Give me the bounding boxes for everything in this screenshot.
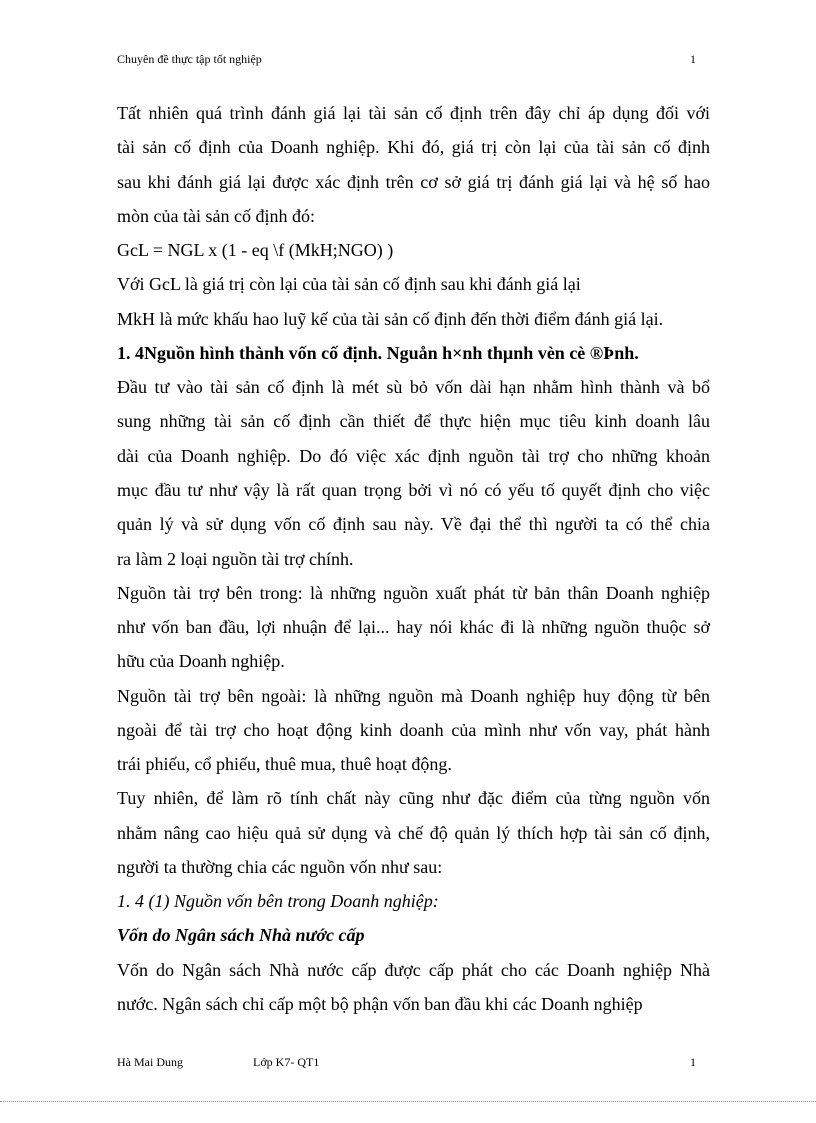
paragraph-line: như vốn ban đầu, lợi nhuận để lại... hay nói khác đi là những nguồn thuộc sở (117, 617, 710, 638)
paragraph-line: nhằm nâng cao hiệu quả sử dụng và chế độ quản lý thích hợp tài sản cố định, (117, 822, 710, 843)
paragraph-line: tài sản cố định của Doanh nghiệp. Khi đó, giá trị còn lại của tài sản cố định (117, 137, 710, 158)
section-heading: 1. 4Nguồn hình thành vốn cố định. Nguån h×nh thµnh vèn cè ®Þnh. (117, 342, 639, 363)
page-break-divider (0, 1101, 816, 1102)
paragraph-line: sau khi đánh giá lại được xác định trên cơ sở giá trị đánh giá lại và hệ số hao (117, 171, 710, 192)
paragraph-line: sung những tài sản cố định cần thiết để thực hiện mục tiêu kinh doanh lâu (117, 411, 710, 432)
paragraph-line: ngoài để tài trợ cho hoạt động kinh doanh của mình như vốn vay, phát hành (117, 719, 710, 740)
subsection-title: Vốn do Ngân sách Nhà nước cấp (117, 925, 365, 946)
paragraph-line: dài của Doanh nghiệp. Do đó việc xác định nguồn tài trợ cho những khoản (117, 445, 710, 466)
paragraph-line: Tuy nhiên, để làm rõ tính chất này cũng như đặc điểm của từng nguồn vốn (117, 788, 710, 809)
subsection-heading: 1. 4 (1) Nguồn vốn bên trong Doanh nghiệp: (117, 891, 439, 912)
paragraph-line: Tất nhiên quá trình đánh giá lại tài sản cố định trên đây chỉ áp dụng đối với (117, 103, 710, 123)
paragraph-line: nước. Ngân sách chỉ cấp một bộ phận vốn ban đầu khi các Doanh nghiệp (117, 994, 643, 1015)
paragraph-line: Vốn do Ngân sách Nhà nước cấp được cấp phát cho các Doanh nghiệp Nhà (117, 959, 710, 980)
paragraph-line: quản lý và sử dụng vốn cố định sau này. Về đại thể thì người ta có thể chia (117, 514, 710, 535)
paragraph-line: ra làm 2 loại nguồn tài trợ chính. (117, 548, 354, 569)
paragraph-line: trái phiếu, cổ phiếu, thuê mua, thuê hoạt động. (117, 754, 452, 775)
header-page-number: 1 (690, 52, 696, 66)
paragraph-line: Nguồn tài trợ bên trong: là những nguồn xuất phát từ bản thân Doanh nghiệp (117, 582, 710, 603)
paragraph-line: hữu của Doanh nghiệp. (117, 651, 285, 672)
footer-class: Lớp K7- QT1 (253, 1055, 320, 1069)
footer-page-number: 1 (690, 1055, 696, 1069)
paragraph-line: Nguồn tài trợ bên ngoài: là những nguồn mà Doanh nghiệp huy động từ bên (117, 685, 710, 706)
header-title: Chuyên đề thực tập tốt nghiệp (117, 52, 262, 66)
footer-author: Hà Mai Dung (117, 1055, 183, 1069)
paragraph-line: người ta thường chia các nguồn vốn như sau: (117, 856, 443, 877)
paragraph-line: MkH là mức khấu hao luỹ kế của tài sản cố định đến thời điểm đánh giá lại. (117, 308, 664, 329)
paragraph-line: Đầu tư vào tài sản cố định là mét sù bỏ vốn dài hạn nhằm hình thành và bổ (117, 377, 710, 398)
formula: GcL = NGL x (1 - eq \f (MkH;NGO) ) (117, 240, 394, 261)
paragraph-line: mòn của tài sản cố định đó: (117, 205, 315, 226)
paragraph-line: Với GcL là giá trị còn lại của tài sản cố định sau khi đánh giá lại (117, 274, 581, 295)
paragraph-line: mục đầu tư như vậy là rất quan trọng bởi vì nó có yếu tố quyết định cho việc (117, 479, 710, 500)
